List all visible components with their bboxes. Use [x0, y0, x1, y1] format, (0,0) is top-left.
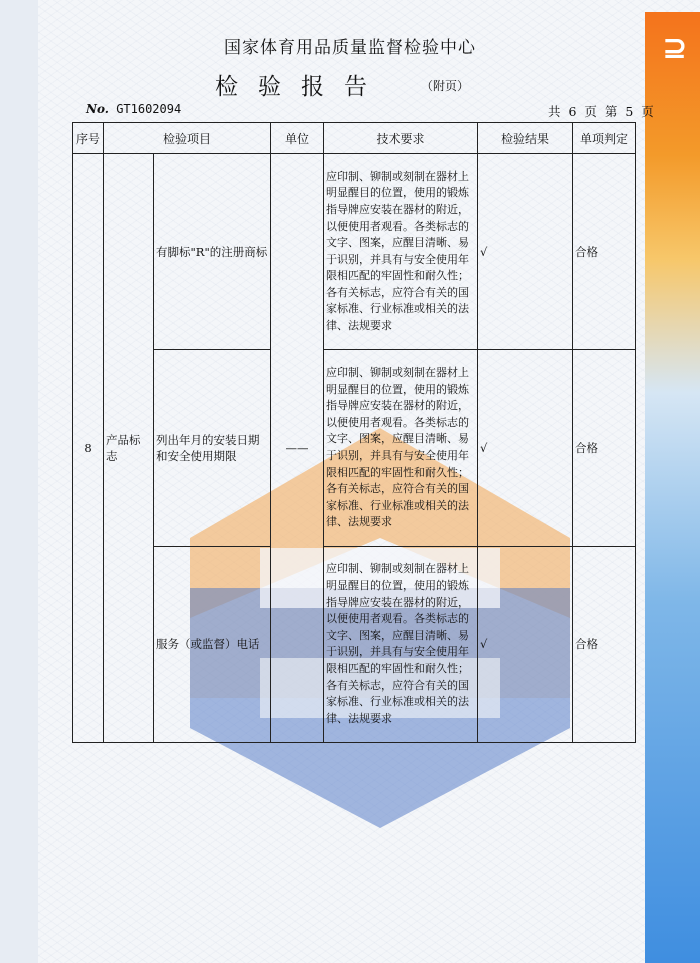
row-seq: 8 — [73, 154, 104, 743]
report-title: 检验报告 — [215, 74, 387, 100]
item-name: 有脚标"R"的注册商标 — [154, 154, 271, 350]
inspection-table — [72, 122, 636, 743]
item-requirement: 应印制、铆制或刻制在器材上明显醒目的位置，使用的锻炼指导牌应安装在器材的附近，以便使用者观看。各类标志的文字、图案，应醒目清晰、易于识别，并具有与安全使用年限相匹配的牢固性和耐久性；各有关标志，应符合有关的国家标准、行业标准或相关的法律、法规要求 — [324, 154, 478, 350]
item-result: √ — [478, 350, 573, 546]
row-category: 产品标志 — [104, 154, 154, 743]
item-result: √ — [478, 546, 573, 742]
page-indicator: 共 6 页 第 5 页 — [548, 104, 656, 119]
report-subtitle: （附页） — [421, 79, 470, 93]
report-number-label: No. — [86, 102, 109, 116]
row-unit: —— — [271, 154, 324, 743]
brand-logo-icon: ⊇ — [662, 30, 688, 66]
col-header-seq: 序号 — [73, 123, 104, 154]
table-row — [73, 154, 636, 350]
item-requirement: 应印制、铆制或刻制在器材上明显醒目的位置，使用的锻炼指导牌应安装在器材的附近，以便使用者观看。各类标志的文字、图案，应醒目清晰、易于识别，并具有与安全使用年限相匹配的牢固性和耐久性；各有关标志，应符合有关的国家标准、行业标准或相关的法律、法规要求 — [324, 546, 478, 742]
report-number — [86, 102, 181, 116]
item-judgment: 合格 — [573, 154, 636, 350]
col-header-judgment: 单项判定 — [573, 123, 636, 154]
col-header-item: 检验项目 — [104, 123, 271, 154]
col-header-result: 检验结果 — [478, 123, 573, 154]
item-name: 服务（或监督）电话 — [154, 546, 271, 742]
item-result: √ — [478, 154, 573, 350]
col-header-requirement: 技术要求 — [324, 123, 478, 154]
item-name: 列出年月的安装日期和安全使用期限 — [154, 350, 271, 546]
item-judgment: 合格 — [573, 546, 636, 742]
table-header-row — [73, 123, 636, 154]
report-number-value: GT1602094 — [116, 102, 182, 116]
item-judgment: 合格 — [573, 350, 636, 546]
table-row — [73, 546, 636, 742]
side-color-stripe — [645, 12, 700, 963]
org-name: 国家体育用品质量监督检验中心 — [224, 38, 476, 58]
col-header-unit: 单位 — [271, 123, 324, 154]
page-left-margin — [0, 0, 38, 963]
item-requirement: 应印制、铆制或刻制在器材上明显醒目的位置，使用的锻炼指导牌应安装在器材的附近，以便使用者观看。各类标志的文字、图案，应醒目清晰、易于识别，并具有与安全使用年限相匹配的牢固性和耐久性；各有关标志，应符合有关的国家标准、行业标准或相关的法律、法规要求 — [324, 350, 478, 546]
table-row — [73, 350, 636, 546]
